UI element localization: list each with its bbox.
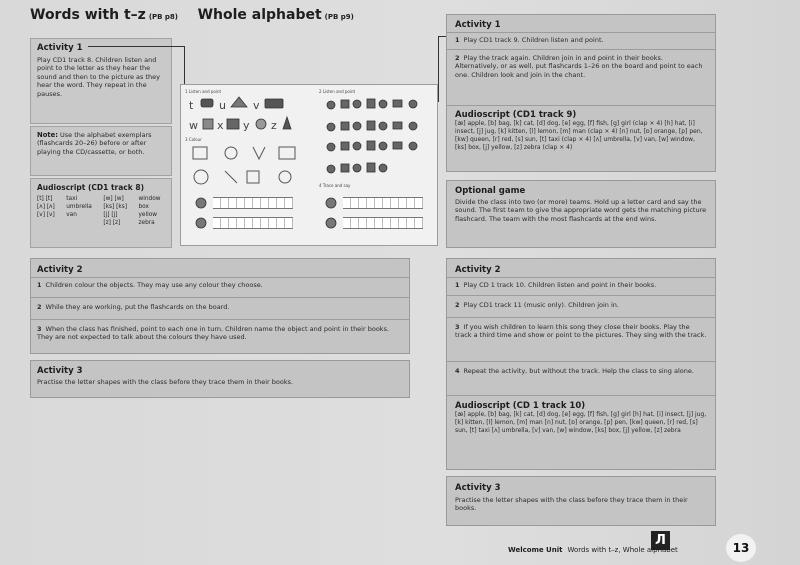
audio-item: [j] [j] [103, 212, 118, 218]
audio-item: box [138, 204, 149, 210]
svg-text:w: w [189, 119, 198, 132]
right-activity2-box [446, 258, 716, 470]
right-activity1-item: 1 Play CD1 track 9. Children listen and point. [447, 32, 715, 47]
right-activity3-box [446, 476, 716, 526]
svg-text:v: v [253, 99, 260, 112]
audio-item: van [66, 212, 77, 218]
heading-second-ref: (PB p9) [324, 13, 354, 21]
footer-desc: Words with t–z, Whole alphabet [567, 546, 678, 554]
audio-item: taxi [66, 196, 78, 202]
right-activity2-item: 3 If you wish children to learn this song they close their books. Play the track a third time and show or point to the pictures. They sing with the track. [447, 317, 715, 345]
right-activity1-item: 2 Play the track again. Children join in and point in their books. Alternatively, or as well, put flashcards 1–26 on the board and point to each one. Children look and join in the chant. [447, 49, 715, 83]
svg-text:x: x [217, 119, 224, 132]
right-activity2-item: 1 Play CD 1 track 10. Children listen and point in their books. [447, 277, 715, 292]
left-activity3-text: Practise the letter shapes with the class before they trace them in their books. [37, 378, 294, 386]
audio-item: [ʌ] [ʌ] [37, 204, 55, 210]
left-activity2-item: 2 While they are working, put the flashcards on the board. [31, 297, 409, 316]
page-number: 13 [726, 534, 756, 562]
left-activity3-title: Activity 3 [37, 366, 83, 376]
svg-text:u: u [219, 99, 226, 112]
pupil-book-thumbnail [180, 84, 438, 246]
trace-line [343, 217, 423, 229]
connector-line [438, 36, 439, 102]
left-activity2-item: 3 When the class has finished, point to each one in turn. Children name the object and point in their books. They are not expected to talk about the colours they have used. [31, 319, 409, 347]
audio-item [66, 219, 96, 227]
audio-item: umbrella [66, 204, 92, 210]
right-activity2-item: 2 Play CD1 track 11 (music only). Children join in. [447, 295, 715, 314]
right-activity3-title: Activity 3 [455, 483, 501, 493]
audio-item: [w] [w] [103, 196, 124, 202]
svg-text:t: t [189, 99, 194, 112]
right-activity2-title: Activity 2 [455, 265, 501, 275]
heading-main-ref: (PB p8) [148, 13, 178, 21]
right-activity1-box [446, 14, 716, 172]
right-audioscript10 [447, 395, 715, 440]
audio-item [37, 219, 59, 227]
book-section-label: 3 Colour [185, 137, 202, 142]
connector-line [88, 46, 184, 47]
right-audioscript9-title: Audioscript (CD1 track 9) [455, 110, 577, 120]
left-audioscript-box [30, 178, 172, 248]
book-section-label: 4 Trace and say [319, 183, 351, 188]
optional-game-text: Divide the class into two (or more) teams. Hold up a letter card and say the sound. The first team to give the appropriate word gets the matching picture flashcard. The team with the most flashcards at the end wins. [455, 198, 707, 223]
heading-main: Words with t–z [30, 7, 146, 23]
trace-line [343, 197, 423, 209]
page-footer [508, 546, 678, 554]
left-activity2-item: 1 Children colour the objects. They may use any colour they choose. [31, 277, 409, 292]
svg-text:y: y [243, 119, 250, 132]
audio-item: window [138, 196, 161, 202]
note-text: Use the alphabet exemplars (flashcards 20–26) before or after playing the CD/cassette, or both. [37, 131, 152, 156]
audio-item: yellow [138, 212, 158, 218]
svg-text:z: z [271, 119, 277, 132]
watermark-logo: Л [651, 531, 670, 550]
left-activity1-box [30, 38, 172, 124]
left-audioscript-title: Audioscript (CD1 track 8) [37, 183, 145, 192]
optional-game-box [446, 180, 716, 248]
heading-second: Whole alphabet [197, 7, 322, 23]
right-activity3-text: Practise the letter shapes with the class before they trace them in their books. [455, 496, 688, 513]
audio-item: [t] [t] [37, 196, 53, 202]
audio-item: zebra [138, 220, 155, 226]
left-activity1-text: Play CD1 track 8. Children listen and point to the letter as they hear the sound and then to the picture as they hear the word. They repeat in the pauses. [37, 56, 160, 98]
right-activity2-item: 4 Repeat the activity, but without the track. Help the class to sing alone. [447, 361, 715, 380]
right-audioscript10-text: [æ] apple, [b] bag, [k] cat, [d] dog, [e] egg, [f] fish, [g] girl [h] hat, [i] insect, [j] jug, [k] kitten, [l] lemon, [m] man [n] nut, [ɒ] orange, [p] pen, [kw] queen, [r] red, [s] sun, [t] taxi [ʌ] umbrella, [v] van, [w] window, [ks] box, [j] yellow, [z] zebra [455, 411, 707, 434]
right-audioscript9 [447, 105, 715, 156]
left-activity2-title: Activity 2 [37, 265, 83, 275]
left-activity3-box [30, 360, 410, 398]
right-activity1-title: Activity 1 [455, 20, 501, 30]
footer-unit: Welcome Unit [508, 546, 563, 554]
left-audioscript-grid [37, 195, 165, 227]
trace-line [213, 217, 293, 229]
book-section-label: 1 Listen and point [185, 89, 222, 94]
trace-line [213, 197, 293, 209]
right-audioscript10-title: Audioscript (CD 1 track 10) [455, 401, 586, 411]
left-activity1-title: Activity 1 [37, 43, 83, 53]
book-section-label: 2 Listen and point [319, 89, 356, 94]
optional-game-title: Optional game [455, 186, 526, 196]
page-heading [30, 4, 354, 23]
left-activity2-box [30, 258, 410, 354]
right-audioscript9-text: [æ] apple, [b] bag, [k] cat, [d] dog, [e] egg, [f] fish, [g] girl (clap × 4) [h] hat, [i] insect, [j] jug, [k] kitten, [l] lemon, [m] man (clap × 4) [n] nut, [ɒ] orange, [p] pen, [kw] queen, [r] red, [s] sun, [t] taxi (clap × 4) [ʌ] umbrella, [v] van, [w] window, [ks] box, [j] yellow, [z] zebra (clap × 4) [455, 120, 703, 151]
note-label: Note: [37, 131, 58, 139]
left-note-box [30, 126, 172, 176]
audio-item: [ks] [ks] [103, 204, 127, 210]
audio-item: [z] [z] [103, 220, 121, 226]
audio-item: [v] [v] [37, 212, 55, 218]
